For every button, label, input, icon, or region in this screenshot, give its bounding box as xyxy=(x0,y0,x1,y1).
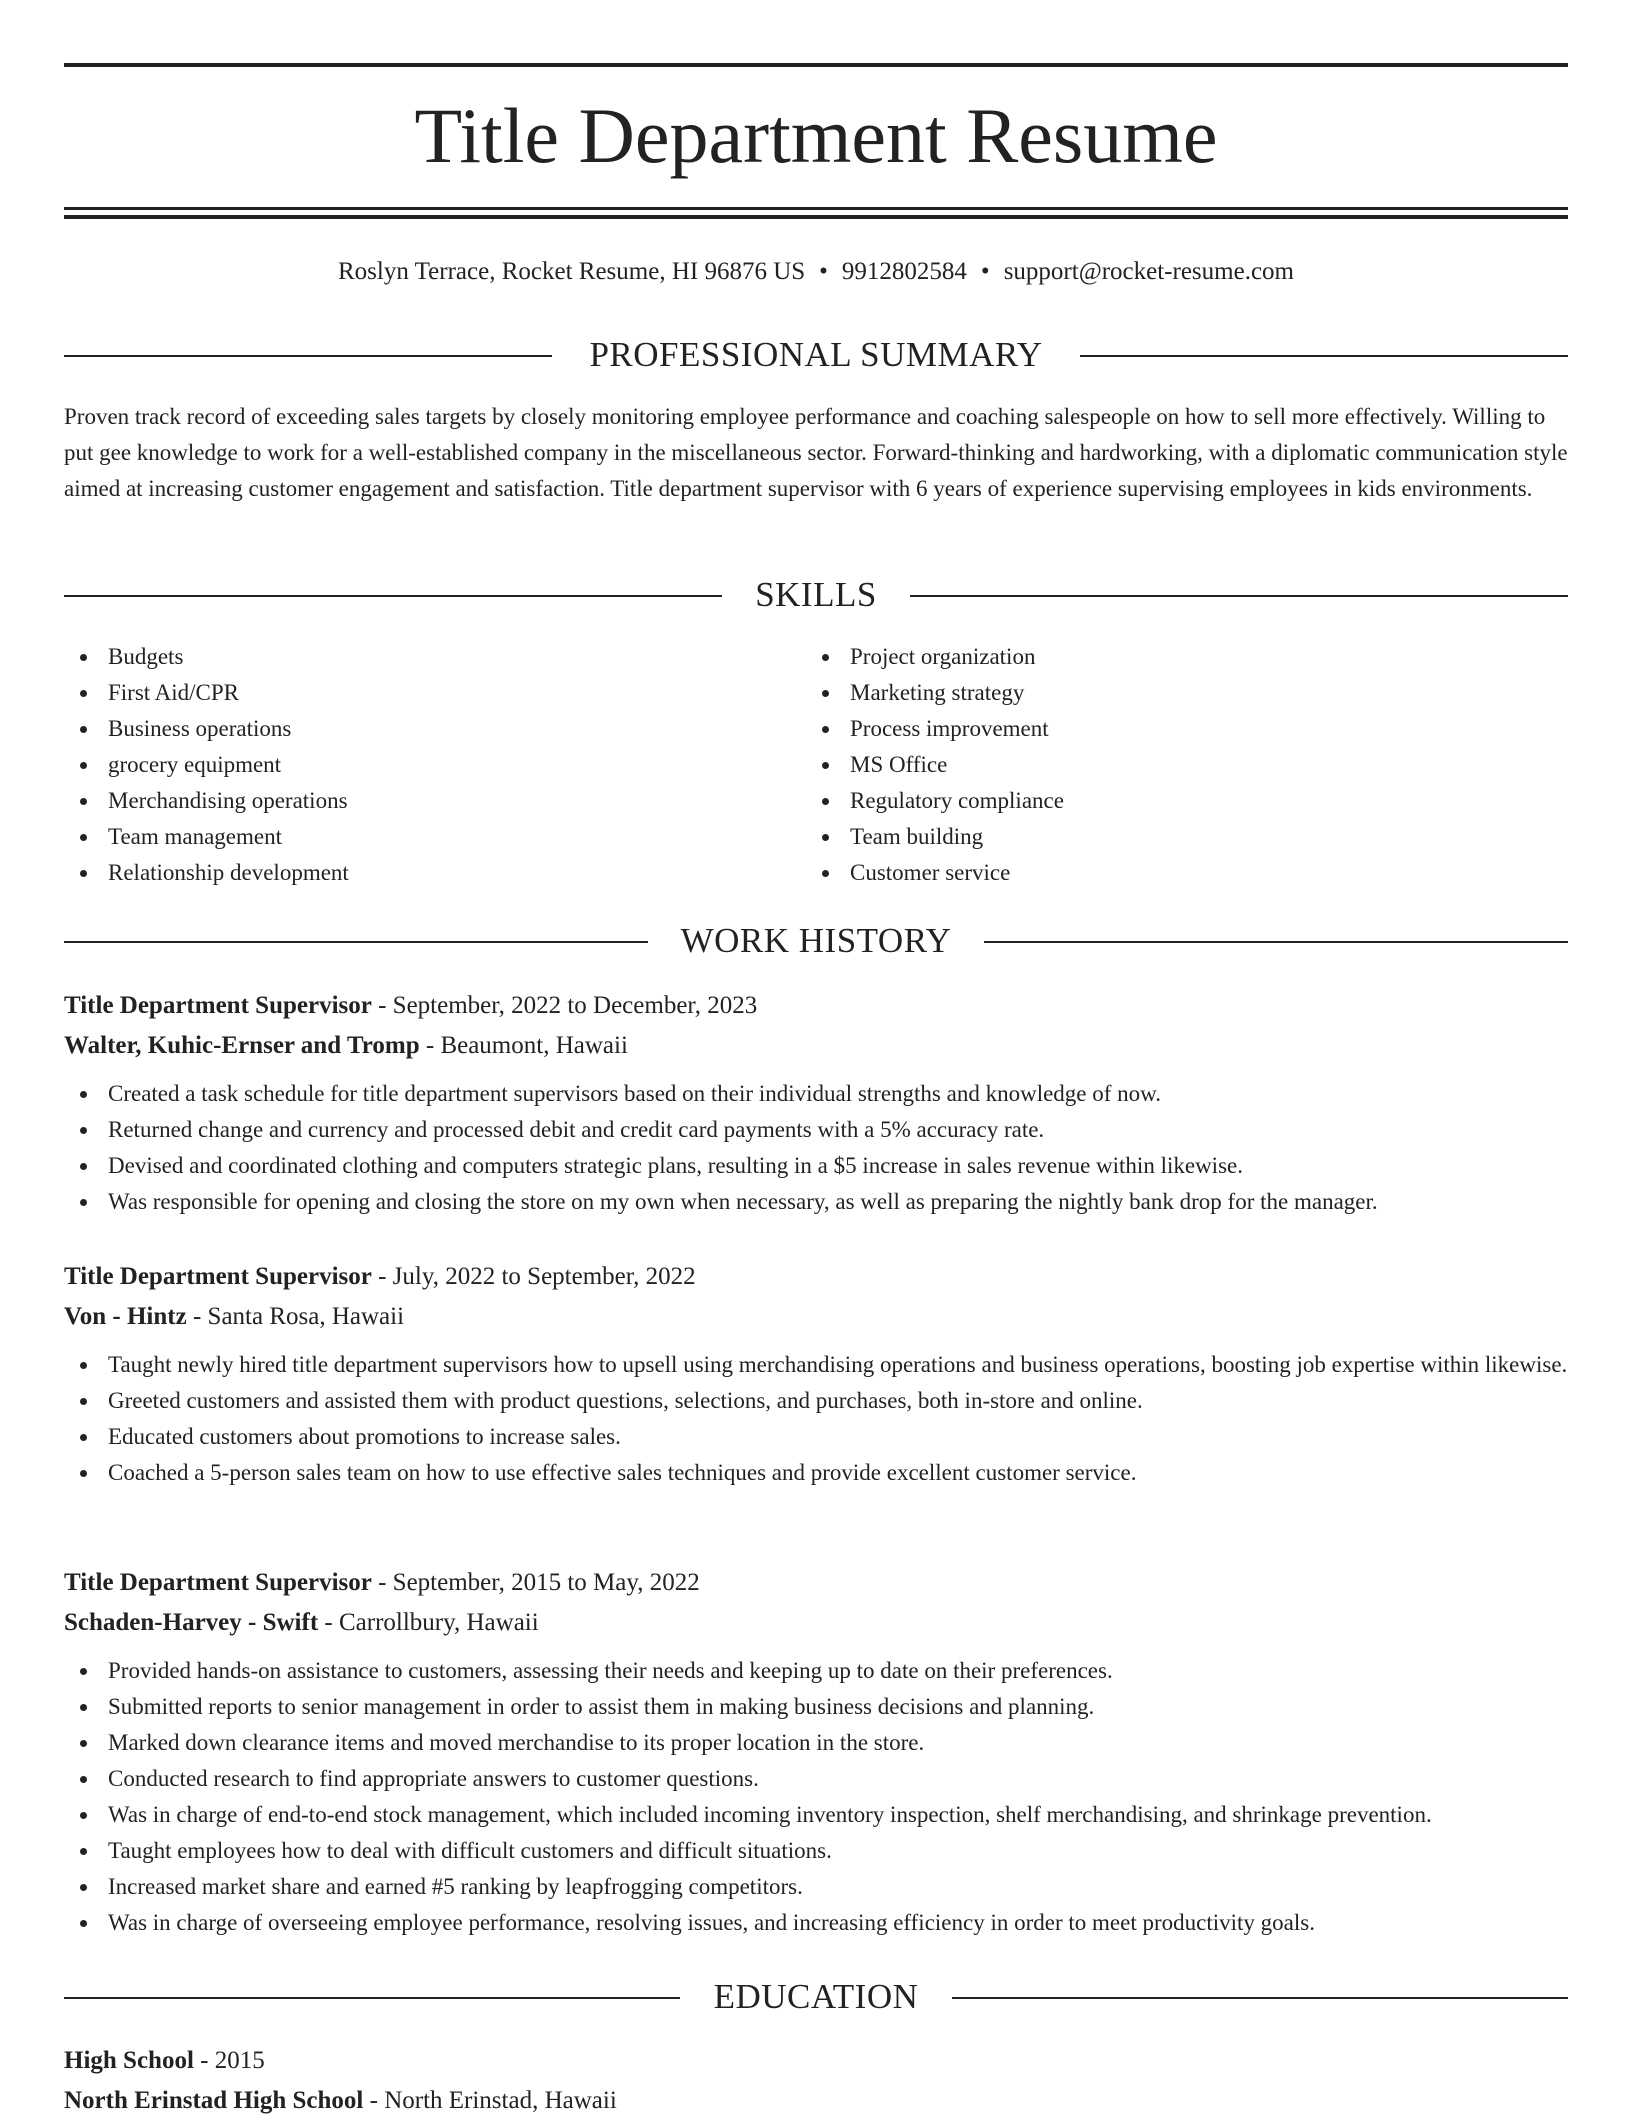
skill-item: Customer service xyxy=(806,855,1546,891)
contact-address: Roslyn Terrace, Rocket Resume, HI 96876 US xyxy=(338,258,806,285)
job-bullet: Submitted reports to senior management in order to assist them in making business decisions and planning. xyxy=(64,1689,1568,1725)
job-bullet: Marked down clearance items and moved merchandise to its proper location in the store. xyxy=(64,1725,1568,1761)
section-header-skills xyxy=(64,575,1568,615)
contact-phone: 9912802584 xyxy=(841,258,967,285)
skill-item: First Aid/CPR xyxy=(64,675,804,711)
job-bullets xyxy=(64,1653,1568,1941)
section-header-education xyxy=(64,1977,1568,2017)
job-title: Title Department Supervisor xyxy=(64,1569,372,1596)
job-bullet: Taught employees how to deal with difficult customers and difficult situations. xyxy=(64,1833,1568,1869)
education-degree-line: High School - 2015 xyxy=(64,2047,265,2074)
job-company-line: Schaden-Harvey - Swift - Carrollbury, Hawaii xyxy=(64,1609,539,1636)
section-title-skills: SKILLS xyxy=(725,575,907,614)
education-year: 2015 xyxy=(214,2047,265,2074)
job-bullet: Educated customers about promotions to increase sales. xyxy=(64,1419,1568,1455)
job-company: Walter, Kuhic-Ernser and Tromp xyxy=(64,1032,420,1059)
job-bullet: Was responsible for opening and closing the store on my own when necessary, as well as preparing the nightly bank drop for the manager. xyxy=(64,1184,1568,1220)
job-entry xyxy=(64,1257,1568,1491)
skill-item: Relationship development xyxy=(64,855,804,891)
contact-email[interactable]: support@rocket-resume.com xyxy=(1003,258,1294,285)
skill-item: Merchandising operations xyxy=(64,783,804,819)
job-entry xyxy=(64,1563,1568,1941)
education-degree: High School xyxy=(64,2047,194,2074)
skill-item: Team management xyxy=(64,819,804,855)
job-bullets xyxy=(64,1076,1568,1220)
job-entry xyxy=(64,986,1568,1220)
job-company: Schaden-Harvey - Swift xyxy=(64,1609,319,1636)
job-location: Carrollbury, Hawaii xyxy=(338,1609,539,1636)
skills-list-right xyxy=(806,639,1546,891)
job-title-line: Title Department Supervisor - September, 2015 to May, 2022 xyxy=(64,1569,700,1596)
job-bullet: Coached a 5-person sales team on how to use effective sales techniques and provide excellent customer service. xyxy=(64,1455,1568,1491)
job-company-line: Von - Hintz - Santa Rosa, Hawaii xyxy=(64,1303,405,1330)
contact-line xyxy=(64,255,1568,289)
title-rule-upper xyxy=(64,207,1568,210)
skill-item: Business operations xyxy=(64,711,804,747)
education-entry xyxy=(64,2041,1568,2121)
job-dates: September, 2015 to May, 2022 xyxy=(392,1569,700,1596)
job-bullets xyxy=(64,1347,1568,1491)
skill-item: Process improvement xyxy=(806,711,1546,747)
job-bullet: Provided hands-on assistance to customers, assessing their needs and keeping up to date on their preferences. xyxy=(64,1653,1568,1689)
education-school: North Erinstad High School xyxy=(64,2087,364,2114)
job-bullet: Returned change and currency and processed debit and credit card payments with a 5% accuracy rate. xyxy=(64,1112,1568,1148)
skill-item: Marketing strategy xyxy=(806,675,1546,711)
job-title: Title Department Supervisor xyxy=(64,992,372,1019)
job-title-line: Title Department Supervisor - September, 2022 to December, 2023 xyxy=(64,992,758,1019)
job-bullet: Devised and coordinated clothing and computers strategic plans, resulting in a $5 increase in sales revenue within likewise. xyxy=(64,1148,1568,1184)
job-bullet: Created a task schedule for title department supervisors based on their individual strengths and knowledge of now. xyxy=(64,1076,1568,1112)
skill-item: Regulatory compliance xyxy=(806,783,1546,819)
job-bullet: Was in charge of overseeing employee performance, resolving issues, and increasing efficiency in order to meet productivity goals. xyxy=(64,1905,1568,1941)
job-title: Title Department Supervisor xyxy=(64,1263,372,1290)
job-bullet: Greeted customers and assisted them with product questions, selections, and purchases, both in-store and online. xyxy=(64,1383,1568,1419)
section-title-education: EDUCATION xyxy=(684,1977,949,2016)
skill-item: grocery equipment xyxy=(64,747,804,783)
contact-separator: • xyxy=(819,258,828,285)
skill-item: Team building xyxy=(806,819,1546,855)
skill-item: MS Office xyxy=(806,747,1546,783)
section-header-work xyxy=(64,921,1568,961)
section-title-work: WORK HISTORY xyxy=(651,921,982,960)
top-rule xyxy=(64,63,1568,67)
summary-text: Proven track record of exceeding sales targets by closely monitoring employee performance and coaching salespeople on how to sell more effectively. Willing to put gee knowledge to work for a well-established company in the miscellaneous sector. Forward-thinking and hardworking, with a diplomatic communication style aimed at increasing customer engagement and satisfaction. Title department supervisor with 6 years of experience supervising employees in kids environments. xyxy=(64,404,1568,501)
skill-item: Budgets xyxy=(64,639,804,675)
job-company-line: Walter, Kuhic-Ernser and Tromp - Beaumont, Hawaii xyxy=(64,1032,628,1059)
job-bullet: Increased market share and earned #5 ranking by leapfrogging competitors. xyxy=(64,1869,1568,1905)
title-rule-lower xyxy=(64,215,1568,219)
job-title-line: Title Department Supervisor - July, 2022 to September, 2022 xyxy=(64,1263,696,1290)
skill-item: Project organization xyxy=(806,639,1546,675)
job-bullet: Was in charge of end-to-end stock management, which included incoming inventory inspection, shelf merchandising, and shrinkage prevention. xyxy=(64,1797,1568,1833)
job-bullet: Conducted research to find appropriate answers to customer questions. xyxy=(64,1761,1568,1797)
education-location: North Erinstad, Hawaii xyxy=(384,2087,617,2114)
section-title-summary: PROFESSIONAL SUMMARY xyxy=(559,335,1072,374)
contact-separator: • xyxy=(980,258,990,285)
job-dates: September, 2022 to December, 2023 xyxy=(392,992,758,1019)
job-location: Beaumont, Hawaii xyxy=(440,1032,628,1059)
resume-title: Title Department Resume xyxy=(414,92,1218,179)
education-school-line: North Erinstad High School - North Erinstad, Hawaii xyxy=(64,2087,617,2114)
job-location: Santa Rosa, Hawaii xyxy=(207,1303,405,1330)
job-company: Von - Hintz xyxy=(64,1303,187,1330)
job-dates: July, 2022 to September, 2022 xyxy=(392,1263,696,1290)
skills-list-left xyxy=(64,639,804,891)
job-bullet: Taught newly hired title department supervisors how to upsell using merchandising operations and business operations, boosting job expertise within likewise. xyxy=(64,1347,1568,1383)
section-header-summary xyxy=(64,335,1568,375)
